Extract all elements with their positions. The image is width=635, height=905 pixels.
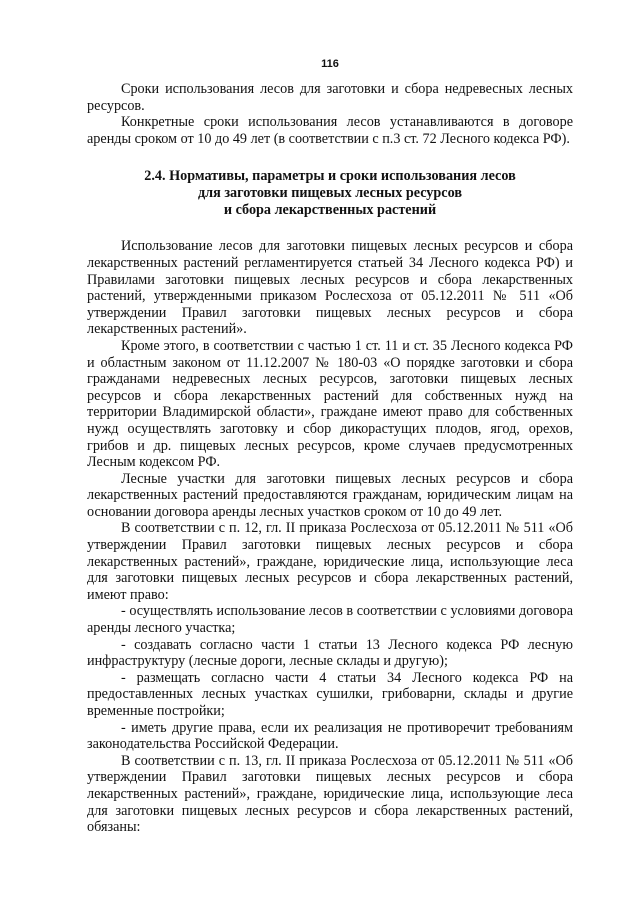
paragraph: В соответствии с п. 13, гл. II приказа Рослесхоза от 05.12.2011 № 511 «Об утверждении Правил заготовки пищевых лесных ресурсов и сбора лекарственных растений», граждане, юридические лица, использующие леса для заготовки пищевых лесных ресурсов и сбора лекарственных растений, обязаны: xyxy=(87,752,573,836)
page-number: 116 xyxy=(321,58,339,70)
list-item: - размещать согласно части 4 статьи 34 Лесного кодекса РФ на предоставленных лесных участках сушилки, грибоварни, склады и другие временные постройки; xyxy=(87,669,573,719)
paragraph: Лесные участки для заготовки пищевых лесных ресурсов и сбора лекарственных растений предоставляются гражданам, юридическим лицам на основании договора аренды лесных участков сроком от 10 до 49 лет. xyxy=(87,470,573,520)
paragraph: Конкретные сроки использования лесов устанавливаются в договоре аренды сроком от 10 до 49 лет (в соответствии с п.3 ст. 72 Лесного кодекса РФ). xyxy=(87,114,573,147)
section-heading-line: 2.4. Нормативы, параметры и сроки использования лесов xyxy=(144,168,516,185)
section-heading-line: для заготовки пищевых лесных ресурсов xyxy=(197,185,462,202)
paragraph: Использование лесов для заготовки пищевых лесных ресурсов и сбора лекарственных растений регламентируется статьей 34 Лесного кодекса РФ) и Правилами заготовки пищевых лесных ресурсов и сбора лекарственных растений, утвержденными приказом Рослесхоза от 05.12.2011 № 511 «Об утверждении Правил заготовки пищевых лесных ресурсов и сбора лекарственных растений». xyxy=(87,238,573,338)
paragraph: Кроме этого, в соответствии с частью 1 ст. 11 и ст. 35 Лесного кодекса РФ и областным законом от 11.12.2007 № 180-03 «О порядке заготовки и сбора гражданами недревесных лесных ресурсов, заготовки пищевых лесных ресурсов и сбора лекарственных растений для собственных нужд на территории Владимирской области», граждане имеют право для собственных нужд осуществлять заготовку и сбор дикорастущих плодов, ягод, орехов, грибов и др. пищевых лесных ресурсов, кроме случаев предусмотренных Лесным кодексом РФ. xyxy=(87,337,573,471)
list-item: - создавать согласно части 1 статьи 13 Лесного кодекса РФ лесную инфраструктуру (лесные дороги, лесные склады и другую); xyxy=(87,636,573,670)
paragraph: В соответствии с п. 12, гл. II приказа Рослесхоза от 05.12.2011 № 511 «Об утверждении Правил заготовки пищевых лесных ресурсов и сбора лекарственных растений», граждане, юридические лица, использующие леса для заготовки пищевых лесных ресурсов и сбора лекарственных растений, имеют право: xyxy=(87,520,573,603)
section-heading-line: и сбора лекарственных растений xyxy=(223,202,437,219)
paragraph: Сроки использования лесов для заготовки и сбора недревесных лесных ресурсов. xyxy=(87,81,573,114)
list-item: - иметь другие права, если их реализация не противоречит требованиям законодательства Российской Федерации. xyxy=(87,719,573,753)
list-item: - осуществлять использование лесов в соответствии с условиями договора аренды лесного участка; xyxy=(87,603,573,637)
section-heading xyxy=(87,168,573,219)
